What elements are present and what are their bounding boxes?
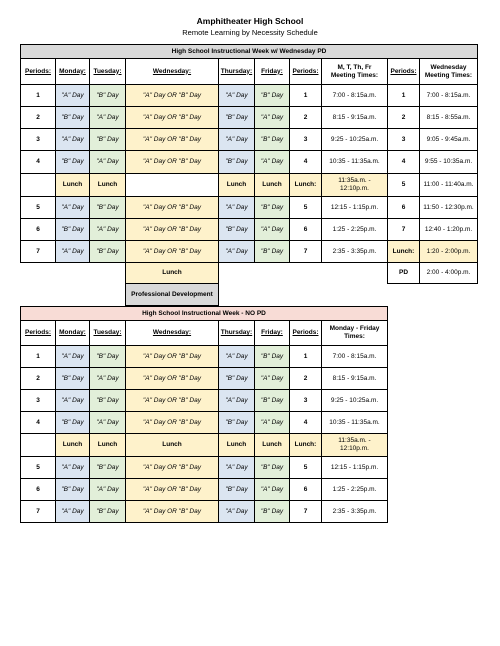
table2-header-monday: Monday:: [55, 320, 90, 346]
table2-cell-meeting-time: 12:15 - 1:15p.m.: [321, 456, 388, 479]
table1-cell-monday: "A" Day: [55, 128, 90, 151]
table1-banner: High School Instructional Week w/ Wednesday PD: [20, 44, 478, 59]
table1-cell-period: 6: [20, 218, 56, 241]
table1-cell-wed-meeting-time: 12:40 - 1:20p.m.: [419, 218, 478, 241]
table2-cell-tuesday: "A" Day: [89, 478, 126, 501]
table1-header-wed-period: Periods:: [387, 58, 420, 85]
table1-cell-monday: "B" Day: [55, 106, 90, 129]
pd-period: PD: [387, 262, 420, 284]
table1-cell-thursday: Lunch: [218, 173, 255, 197]
table2-cell-wednesday: "A" Day OR "B" Day: [125, 389, 219, 412]
wednesday-professional-development: Professional Development: [125, 283, 219, 306]
table2-cell-monday: "B" Day: [55, 478, 90, 501]
table1-cell-meeting-time: 8:15 - 9:15a.m.: [321, 106, 388, 129]
table1-cell-period: 7: [20, 240, 56, 263]
table1-cell-wednesday: "A" Day OR "B" Day: [125, 150, 219, 174]
table1-cell-tuesday: "B" Day: [89, 84, 126, 107]
table2-cell-thursday: "A" Day: [218, 345, 255, 368]
table2-cell-thursday: "A" Day: [218, 456, 255, 479]
table1-cell-wed-period: 1: [387, 84, 420, 107]
table1-cell-wednesday: "A" Day OR "B" Day: [125, 84, 219, 107]
table1-cell-wed-period: Lunch:: [387, 240, 420, 263]
table1-cell-monday: "B" Day: [55, 218, 90, 241]
table1-cell-wed-period: 7: [387, 218, 420, 241]
table1-cell-thursday: "A" Day: [218, 196, 255, 219]
table2-cell-meeting-time: 9:25 - 10:25a.m.: [321, 389, 388, 412]
table2-cell-wednesday: "A" Day OR "B" Day: [125, 456, 219, 479]
table2-cell-wednesday: "A" Day OR "B" Day: [125, 411, 219, 434]
table1-cell-meeting-time: 1:25 - 2:25p.m.: [321, 218, 388, 241]
table2-cell-meeting-time: 2:35 - 3:35p.m.: [321, 500, 388, 523]
table1-cell-monday: Lunch: [55, 173, 90, 197]
table2-cell-friday: "B" Day: [254, 456, 290, 479]
table1-cell-tuesday: "B" Day: [89, 240, 126, 263]
table1-cell-period: Lunch:: [289, 173, 322, 197]
page-title: Amphitheater High School: [196, 16, 304, 26]
table1-cell-period: 4: [20, 150, 56, 174]
table2-cell-monday: "A" Day: [55, 389, 90, 412]
table1-cell-tuesday: "A" Day: [89, 218, 126, 241]
table2-cell-period: 2: [20, 367, 56, 390]
table1-cell-friday: "A" Day: [254, 150, 290, 174]
table2-cell-period: [20, 433, 56, 457]
table2-cell-friday: "B" Day: [254, 500, 290, 523]
table2-cell-period: 3: [289, 389, 322, 412]
table2-cell-monday: "A" Day: [55, 456, 90, 479]
table2-cell-wednesday: "A" Day OR "B" Day: [125, 478, 219, 501]
table1-cell-meeting-time: 11:35a.m. - 12:10p.m.: [321, 173, 388, 197]
table2-cell-thursday: "B" Day: [218, 411, 255, 434]
table1-cell-period: 4: [289, 150, 322, 174]
table2-cell-wednesday: "A" Day OR "B" Day: [125, 367, 219, 390]
table1-cell-meeting-time: 10:35 - 11:35a.m.: [321, 150, 388, 174]
wednesday-lunch: Lunch: [125, 262, 219, 284]
table1-cell-period: 2: [20, 106, 56, 129]
table2-cell-period: 5: [289, 456, 322, 479]
table1-cell-friday: "B" Day: [254, 128, 290, 151]
table2-cell-thursday: "A" Day: [218, 389, 255, 412]
pd-time: 2:00 - 4:00p.m.: [419, 262, 478, 284]
table1-header-thursday: Thursday:: [218, 58, 255, 85]
table1-cell-period: 1: [20, 84, 56, 107]
table1-cell-wed-meeting-time: 11:50 - 12:30p.m.: [419, 196, 478, 219]
table1-cell-wednesday: "A" Day OR "B" Day: [125, 240, 219, 263]
table1-cell-thursday: "B" Day: [218, 106, 255, 129]
table2-cell-period: 6: [289, 478, 322, 501]
table1-header-period: Periods:: [289, 58, 322, 85]
table1-cell-wednesday: [125, 173, 219, 197]
table1-cell-thursday: "B" Day: [218, 218, 255, 241]
table1-cell-friday: Lunch: [254, 173, 290, 197]
table1-cell-period: 6: [289, 218, 322, 241]
table2-cell-period: 7: [289, 500, 322, 523]
table1-cell-monday: "B" Day: [55, 150, 90, 174]
table2-cell-tuesday: "B" Day: [89, 500, 126, 523]
table1-cell-monday: "A" Day: [55, 196, 90, 219]
table2-cell-period: 1: [289, 345, 322, 368]
table2-cell-period: 1: [20, 345, 56, 368]
table1-header-meeting-time: M, T, Th, Fr Meeting Times:: [321, 58, 388, 85]
table2-cell-meeting-time: 7:00 - 8:15a.m.: [321, 345, 388, 368]
table1-cell-tuesday: "A" Day: [89, 150, 126, 174]
table1-cell-tuesday: Lunch: [89, 173, 126, 197]
table2-cell-period: 2: [289, 367, 322, 390]
table2-cell-period: 7: [20, 500, 56, 523]
table2-cell-tuesday: "B" Day: [89, 345, 126, 368]
table1-cell-wed-period: 2: [387, 106, 420, 129]
table1-cell-meeting-time: 2:35 - 3:35p.m.: [321, 240, 388, 263]
table1-header-tuesday: Tuesday:: [89, 58, 126, 85]
table2-cell-period: 6: [20, 478, 56, 501]
table2-cell-meeting-time: 1:25 - 2:25p.m.: [321, 478, 388, 501]
table1-cell-monday: "A" Day: [55, 84, 90, 107]
table2-cell-monday: Lunch: [55, 433, 90, 457]
table2-cell-tuesday: "A" Day: [89, 367, 126, 390]
table2-cell-meeting-time: 8:15 - 9:15a.m.: [321, 367, 388, 390]
table2-cell-thursday: Lunch: [218, 433, 255, 457]
table1-cell-meeting-time: 7:00 - 8:15a.m.: [321, 84, 388, 107]
table2-cell-period: 3: [20, 389, 56, 412]
table1-cell-period: 5: [20, 196, 56, 219]
table1-cell-wed-meeting-time: 9:05 - 9:45a.m.: [419, 128, 478, 151]
table1-cell-tuesday: "B" Day: [89, 196, 126, 219]
table1-cell-wed-meeting-time: 8:15 - 8:55a.m.: [419, 106, 478, 129]
table1-cell-tuesday: "B" Day: [89, 128, 126, 151]
table1-header-period: Periods:: [20, 58, 56, 85]
table1-cell-meeting-time: 9:25 - 10:25a.m.: [321, 128, 388, 151]
table1-cell-friday: "A" Day: [254, 218, 290, 241]
table2-cell-thursday: "A" Day: [218, 500, 255, 523]
table2-header-tuesday: Tuesday:: [89, 320, 126, 346]
table2-cell-period: 4: [289, 411, 322, 434]
table2-cell-period: Lunch:: [289, 433, 322, 457]
table2-header-period: Periods:: [20, 320, 56, 346]
table2-cell-tuesday: "B" Day: [89, 456, 126, 479]
table2-cell-monday: "B" Day: [55, 411, 90, 434]
table1-cell-wed-meeting-time: 9:55 - 10:35a.m.: [419, 150, 478, 174]
table2-cell-friday: "B" Day: [254, 345, 290, 368]
table1-cell-wed-period: 5: [387, 173, 420, 197]
table2-banner: High School Instructional Week - NO PD: [20, 306, 388, 321]
table2-header-wednesday: Wednesday:: [125, 320, 219, 346]
table2-cell-meeting-time: 10:35 - 11:35a.m.: [321, 411, 388, 434]
table1-cell-wednesday: "A" Day OR "B" Day: [125, 196, 219, 219]
table2-header-thursday: Thursday:: [218, 320, 255, 346]
table1-cell-thursday: "A" Day: [218, 128, 255, 151]
table1-cell-friday: "A" Day: [254, 106, 290, 129]
table2-cell-period: 5: [20, 456, 56, 479]
table1-cell-friday: "B" Day: [254, 240, 290, 263]
table1-cell-period: 3: [289, 128, 322, 151]
table1-cell-period: 2: [289, 106, 322, 129]
table1-cell-period: 5: [289, 196, 322, 219]
table1-cell-wed-meeting-time: 11:00 - 11:40a.m.: [419, 173, 478, 197]
table2-cell-thursday: "B" Day: [218, 478, 255, 501]
table1-cell-monday: "A" Day: [55, 240, 90, 263]
table2-cell-friday: "A" Day: [254, 411, 290, 434]
table2-cell-period: 4: [20, 411, 56, 434]
table1-cell-wednesday: "A" Day OR "B" Day: [125, 128, 219, 151]
table1-cell-thursday: "A" Day: [218, 84, 255, 107]
table2-cell-monday: "A" Day: [55, 345, 90, 368]
table1-header-monday: Monday:: [55, 58, 90, 85]
table1-cell-friday: "B" Day: [254, 84, 290, 107]
table1-cell-wednesday: "A" Day OR "B" Day: [125, 106, 219, 129]
table1-cell-meeting-time: 12:15 - 1:15p.m.: [321, 196, 388, 219]
table1-header-wednesday: Wednesday:: [125, 58, 219, 85]
table1-cell-wednesday: "A" Day OR "B" Day: [125, 218, 219, 241]
table2-cell-friday: "A" Day: [254, 367, 290, 390]
table2-cell-wednesday: "A" Day OR "B" Day: [125, 500, 219, 523]
table1-cell-thursday: "B" Day: [218, 150, 255, 174]
table1-cell-period: 7: [289, 240, 322, 263]
table1-header-wed-meeting-time: Wednesday Meeting Times:: [419, 58, 478, 85]
table2-cell-tuesday: Lunch: [89, 433, 126, 457]
table2-cell-tuesday: "B" Day: [89, 389, 126, 412]
table2-header-meeting-time: Monday - Friday Times:: [321, 320, 388, 346]
table1-cell-wed-meeting-time: 7:00 - 8:15a.m.: [419, 84, 478, 107]
table1-cell-period: 1: [289, 84, 322, 107]
table2-cell-tuesday: "A" Day: [89, 411, 126, 434]
table1-cell-wed-period: 6: [387, 196, 420, 219]
table1-cell-wed-meeting-time: 1:20 - 2:00p.m.: [419, 240, 478, 263]
table2-cell-friday: Lunch: [254, 433, 290, 457]
table2-header-friday: Friday:: [254, 320, 290, 346]
table2-cell-thursday: "B" Day: [218, 367, 255, 390]
table2-cell-wednesday: Lunch: [125, 433, 219, 457]
table1-header-friday: Friday:: [254, 58, 290, 85]
page-subtitle: Remote Learning by Necessity Schedule: [182, 28, 318, 37]
table2-cell-friday: "A" Day: [254, 478, 290, 501]
table2-cell-monday: "A" Day: [55, 500, 90, 523]
table1-cell-period: 3: [20, 128, 56, 151]
table2-cell-meeting-time: 11:35a.m. - 12:10p.m.: [321, 433, 388, 457]
table2-header-period: Periods:: [289, 320, 322, 346]
table1-cell-wed-period: 3: [387, 128, 420, 151]
table1-cell-wed-period: 4: [387, 150, 420, 174]
table2-cell-wednesday: "A" Day OR "B" Day: [125, 345, 219, 368]
table1-cell-period: [20, 173, 56, 197]
table2-cell-friday: "B" Day: [254, 389, 290, 412]
table1-cell-friday: "B" Day: [254, 196, 290, 219]
table2-cell-monday: "B" Day: [55, 367, 90, 390]
table1-cell-tuesday: "A" Day: [89, 106, 126, 129]
table1-cell-thursday: "A" Day: [218, 240, 255, 263]
